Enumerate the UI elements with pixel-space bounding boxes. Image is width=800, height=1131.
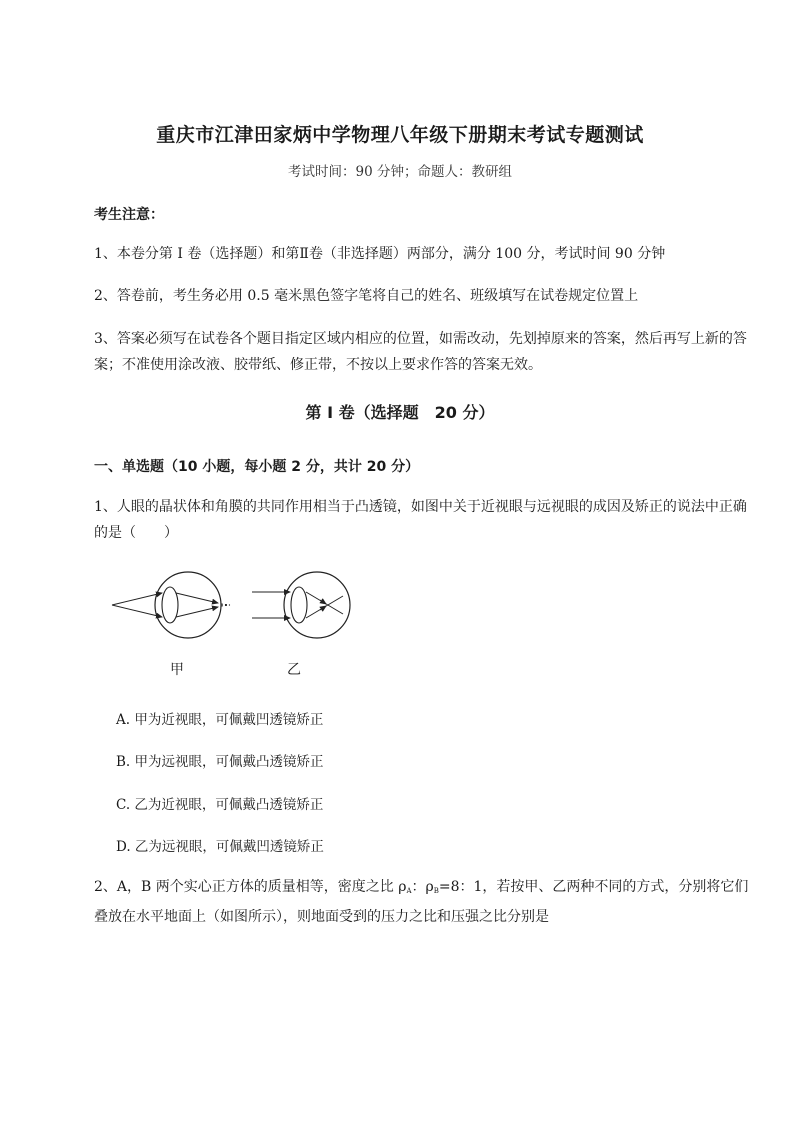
page-title: 重庆市江津田家炳中学物理八年级下册期末考试专题测试	[156, 124, 644, 146]
option-b: B. 甲为远视眼，可佩戴凸透镜矫正	[116, 754, 324, 770]
question-2-stem	[94, 874, 754, 930]
question-1-stem: 1、人眼的晶状体和角膜的共同作用相当于凸透镜，如图中关于近视眼与远视眼的成因及矫正的说法中正确的是（ ）	[94, 499, 747, 541]
notice-item-1: 1、本卷分第 I 卷（选择题）和第Ⅱ卷（非选择题）两部分，满分 100 分，考试时间 90 分钟	[94, 246, 666, 262]
part-heading: 一、单选题（10 小题，每小题 2 分，共计 20 分）	[94, 459, 420, 475]
option-a: A. 甲为近视眼，可佩戴凹透镜矫正	[116, 712, 324, 728]
notice-item-3: 3、答案必须写在试卷各个题目指定区域内相应的位置，如需改动，先划掉原来的答案，然后再写上新的答案；不准使用涂改液、胶带纸、修正带，不按以上要求作答的答案无效。	[94, 331, 747, 373]
figure-label-jia: 甲	[170, 662, 184, 678]
rho-b-subscript: B	[433, 887, 439, 895]
option-c: C. 乙为近视眼，可佩戴凸透镜矫正	[116, 797, 324, 813]
figure-label-yi: 乙	[287, 662, 301, 678]
q2-stem-part2: ：ρ	[411, 879, 434, 895]
eye-diagram-figure	[100, 570, 370, 670]
rho-a-subscript: A	[406, 887, 412, 895]
q2-stem-part1: 2、A，B 两个实心正方体的质量相等，密度之比 ρ	[94, 879, 407, 895]
notice-item-2: 2、答卷前，考生务必用 0.5 毫米黑色签字笔将自己的姓名、班级填写在试卷规定位置上	[94, 288, 639, 304]
section-title: 第 I 卷（选择题 20 分）	[305, 403, 495, 422]
q2-stem-part3: =8：1，若按甲、乙两种不同的方式，分别将它们叠放在水平地面上（如图所示），则地面受到的压力之比和压强之比分别是	[94, 879, 749, 925]
notice-heading: 考生注意：	[94, 207, 164, 223]
option-d: D. 乙为远视眼，可佩戴凹透镜矫正	[116, 839, 324, 855]
exam-info: 考试时间：90 分钟；命题人：教研组	[288, 164, 512, 180]
eye-jia-diagram	[112, 572, 230, 638]
eye-yi-diagram	[252, 572, 350, 638]
